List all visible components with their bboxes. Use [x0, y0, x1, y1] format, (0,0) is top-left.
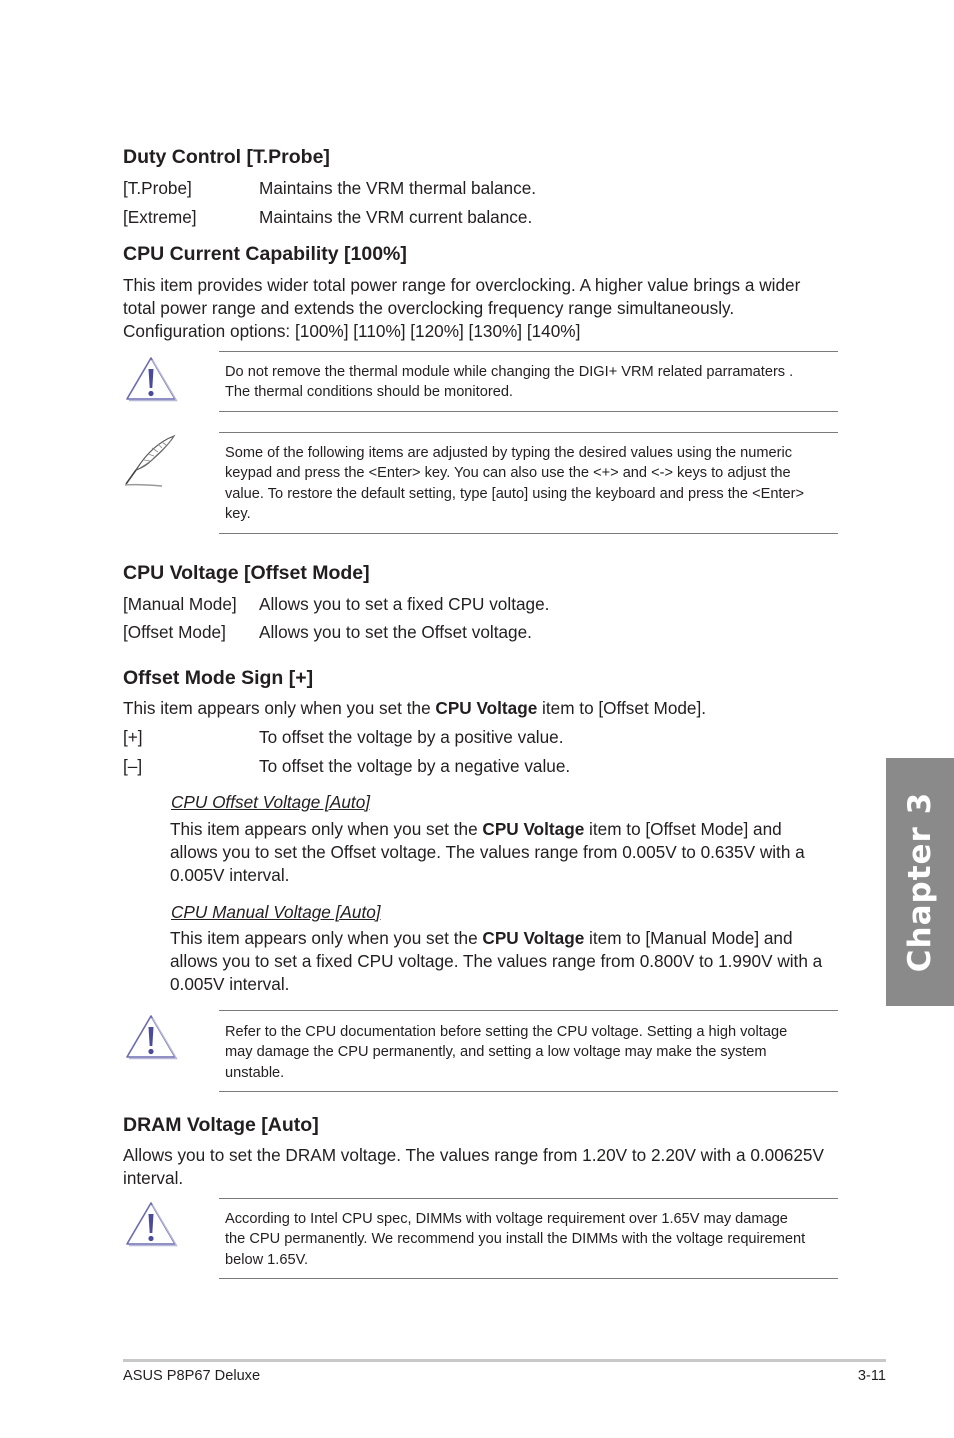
text-run: This item appears only when you set the	[170, 819, 483, 839]
notice-rule-top	[219, 1198, 838, 1199]
option-description: Allows you to set the Offset voltage.	[259, 622, 532, 642]
cpu-manual-voltage-description	[170, 927, 850, 996]
notice-keypad-text	[225, 443, 835, 524]
option-label: [Extreme]	[123, 207, 197, 227]
dram-voltage-description	[123, 1144, 843, 1190]
option-label: [–]	[123, 756, 143, 776]
text-run: item to [Offset Mode].	[537, 698, 707, 718]
text-line: unstable.	[225, 1064, 285, 1081]
text-line: The thermal conditions should be monitored.	[225, 384, 513, 401]
offset-sign-heading: Offset Mode Sign [+]	[123, 667, 314, 689]
cpu-offset-voltage-title: CPU Offset Voltage [Auto]	[171, 792, 371, 812]
option-label: [Offset Mode]	[123, 622, 226, 642]
footer-rule	[123, 1359, 886, 1362]
cpu-current-heading: CPU Current Capability [100%]	[123, 243, 407, 265]
notice-dimm-text	[225, 1209, 835, 1270]
notice-rule-top	[219, 432, 838, 433]
text-run: item to [Manual Mode] and	[584, 928, 793, 948]
option-description: Maintains the VRM current balance.	[259, 207, 533, 227]
notice-rule-bottom	[219, 1091, 838, 1092]
text-line: allows you to set the Offset voltage. The values range from 0.005V to 0.635V with a	[170, 842, 805, 862]
text-line: allows you to set a fixed CPU voltage. The values range from 0.800V to 1.990V with a	[170, 951, 823, 971]
text-line: Do not remove the thermal module while changing the DIGI+ VRM related parramaters .	[225, 364, 794, 380]
option-description: Allows you to set a fixed CPU voltage.	[259, 594, 550, 614]
text-line: Configuration options: [100%] [110%] [120%] [130%] [140%]	[123, 321, 581, 341]
text-run: This item appears only when you set the	[123, 698, 436, 718]
notice-rule-bottom	[219, 1278, 838, 1279]
text-run: This item appears only when you set the	[170, 928, 483, 948]
option-label: [T.Probe]	[123, 178, 192, 198]
option-description: To offset the voltage by a positive value.	[259, 727, 564, 747]
option-label: [Manual Mode]	[123, 594, 237, 614]
cpu-manual-voltage-title: CPU Manual Voltage [Auto]	[171, 902, 381, 922]
warning-icon	[124, 1199, 178, 1252]
text-line: interval.	[123, 1168, 184, 1188]
text-line: 0.005V interval.	[170, 974, 290, 994]
option-label: [+]	[123, 727, 143, 747]
text-line: 0.005V interval.	[170, 865, 290, 885]
text-line: This item provides wider total power range for overclocking. A higher value brings a wider	[123, 275, 801, 295]
text-line: Refer to the CPU documentation before setting the CPU voltage. Setting a high voltage	[225, 1024, 788, 1040]
text-line: Some of the following items are adjusted by typing the desired values using the numeric	[225, 445, 793, 461]
option-description: Maintains the VRM thermal balance.	[259, 178, 537, 198]
text-line: may damage the CPU permanently, and setting a low voltage may make the system	[225, 1044, 767, 1061]
notice-rule-top	[219, 1010, 838, 1011]
text-line: total power range and extends the overclocking frequency range simultaneously.	[123, 298, 735, 318]
bold-run: CPU Voltage	[482, 819, 585, 839]
warning-icon	[124, 354, 178, 407]
text-line: key.	[225, 505, 251, 522]
notice-rule-bottom	[219, 411, 838, 412]
cpu-current-description	[123, 274, 843, 343]
warning-icon	[124, 1012, 178, 1065]
chapter-tab-label: Chapter 3	[902, 791, 938, 973]
text-line	[170, 927, 850, 950]
option-description: To offset the voltage by a negative value.	[259, 756, 571, 776]
notice-vrm-text	[225, 362, 835, 403]
offset-sign-intro	[123, 697, 706, 720]
notice-rule-top	[219, 351, 838, 352]
text-line: the CPU permanently. We recommend you install the DIMMs with the voltage requirement	[225, 1231, 806, 1248]
bold-run: CPU Voltage	[482, 928, 585, 948]
notice-rule-bottom	[219, 533, 838, 534]
duty-control-heading: Duty Control [T.Probe]	[123, 146, 330, 168]
text-line: According to Intel CPU spec, DIMMs with voltage requirement over 1.65V may damage	[225, 1211, 788, 1227]
chapter-tab	[886, 758, 954, 1006]
footer-page-number: 3-11	[857, 1368, 886, 1384]
cpu-offset-voltage-description	[170, 818, 850, 887]
bold-run: CPU Voltage	[435, 698, 538, 718]
text-line: value. To restore the default setting, type [auto] using the keyboard and press the <Enter>	[225, 485, 804, 502]
footer-product-name: ASUS P8P67 Deluxe	[123, 1368, 261, 1384]
feather-note-icon	[122, 434, 182, 497]
text-run: item to [Offset Mode] and	[584, 819, 782, 839]
dram-voltage-heading: DRAM Voltage [Auto]	[123, 1114, 319, 1136]
text-line: keypad and press the <Enter> key. You can also use the <+> and <-> keys to adjust the	[225, 465, 791, 482]
text-line: below 1.65V.	[225, 1251, 309, 1268]
text-line	[170, 818, 850, 841]
notice-cpu-doc-text	[225, 1022, 835, 1083]
text-line: Allows you to set the DRAM voltage. The values range from 1.20V to 2.20V with a 0.00625V	[123, 1145, 824, 1165]
cpu-voltage-heading: CPU Voltage [Offset Mode]	[123, 562, 370, 584]
